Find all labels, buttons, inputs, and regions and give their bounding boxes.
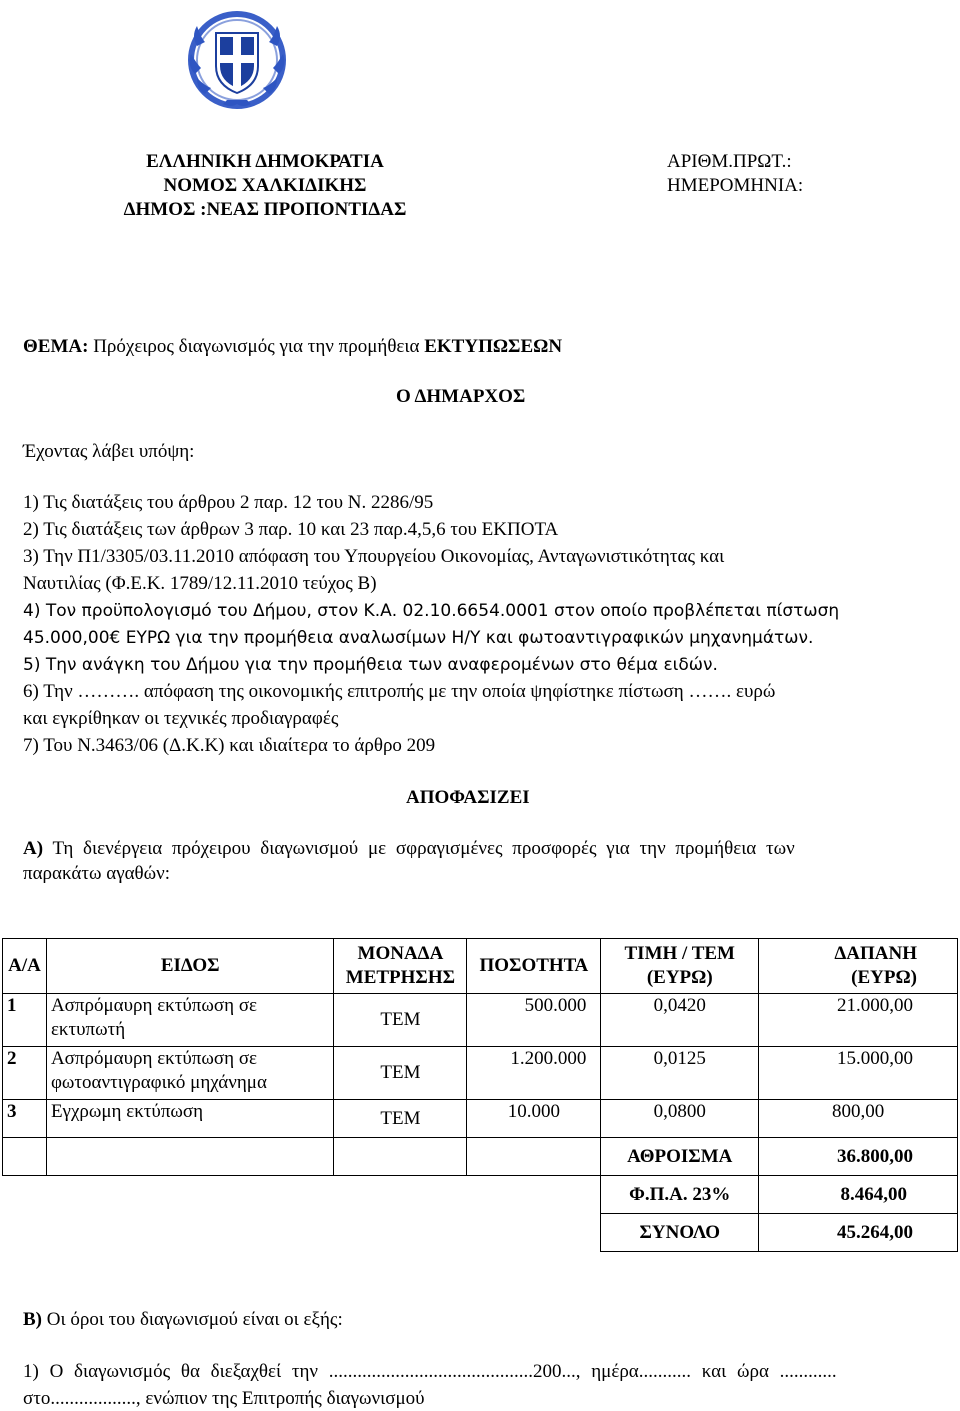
row-price: 0,0800	[601, 1100, 759, 1138]
section-b-text: Οι όροι του διαγωνισμού είναι οι εξής:	[42, 1309, 343, 1330]
header-aa: Α/Α	[3, 939, 47, 994]
header-qty: ΠΟΣΟΤΗΤΑ	[467, 939, 601, 994]
grand-total-row	[3, 1214, 958, 1252]
reference-block	[667, 150, 803, 198]
vat-value: 8.464,00	[759, 1176, 958, 1214]
section-a-line2: παρακάτω αγαθών:	[23, 863, 171, 884]
row-unit: ΤΕΜ	[334, 1100, 467, 1138]
date-label: ΗΜΕΡΟΜΗΝΙΑ:	[667, 175, 804, 196]
issuer-block	[100, 150, 430, 222]
consideration-6-cont: και εγκρίθηκαν οι τεχνικές προδιαγραφές	[23, 708, 339, 729]
table-header-row	[3, 939, 958, 994]
consideration-2: 2) Τις διατάξεις των άρθρων 3 παρ. 10 και 23 παρ.4,5,6 του ΕΚΠΟΤΑ	[23, 519, 559, 540]
consideration-1: 1) Τις διατάξεις του άρθρου 2 παρ. 12 του Ν. 2286/95	[23, 492, 434, 513]
consideration-4-cont: 45.000,00€ ΕΥΡΩ για την προμήθεια αναλωσίμων Η/Υ και φωτοαντιγραφικών μηχανημάτων.	[23, 628, 814, 648]
consideration-6: 6) Την ………. απόφαση της οικονομικής επιτροπής με την οποία ψηφίστηκε πίστωση ……. ευρώ	[23, 681, 776, 702]
header-price: ΤΙΜΗ / ΤΕΜ (ΕΥΡΩ)	[601, 939, 759, 994]
row-aa: 1	[3, 994, 47, 1047]
header-unit: ΜΟΝΑΔΑ ΜΕΤΡΗΣΗΣ	[334, 939, 467, 994]
decides-heading: ΑΠΟΦΑΣΙΖΕΙ	[406, 787, 530, 808]
consideration-3-cont: Ναυτιλίας (Φ.Ε.Κ. 1789/12.11.2010 τεύχος Β)	[23, 573, 377, 594]
row-price: 0,0420	[601, 994, 759, 1047]
subject-text: Πρόχειρος διαγωνισμός για την προμήθεια	[88, 336, 425, 357]
row-aa: 2	[3, 1047, 47, 1100]
section-b-label: Β)	[23, 1309, 42, 1330]
term-1-cont: στο.................., ενώπιον της Επιτροπής διαγωνισμού	[23, 1388, 425, 1409]
grand-total-label: ΣΥΝΟΛΟ	[601, 1214, 759, 1252]
header-item: ΕΙΔΟΣ	[46, 939, 334, 994]
table-row	[3, 994, 958, 1047]
row-aa: 3	[3, 1100, 47, 1138]
section-b-line	[23, 1309, 343, 1331]
subject-line	[23, 336, 562, 358]
consideration-4: 4) Τον προϋπολογισμό του Δήμου, στον Κ.Α. 02.10.6654.0001 στον οποίο προβλέπεται πίστωση	[23, 601, 840, 621]
row-qty: 10.000	[467, 1100, 601, 1138]
header-cost: ΔΑΠΑΝΗ (ΕΥΡΩ)	[759, 939, 958, 994]
subject-label: ΘΕΜΑ:	[23, 336, 89, 357]
row-unit: ΤΕΜ	[334, 1047, 467, 1100]
row-cost: 21.000,00	[759, 994, 958, 1047]
section-a-label: Α)	[23, 838, 44, 859]
total-label: ΑΘΡΟΙΣΜΑ	[601, 1138, 759, 1176]
table-row	[3, 1100, 958, 1138]
table-row	[3, 1047, 958, 1100]
vat-label: Φ.Π.Α. 23%	[601, 1176, 759, 1214]
issuer-country: ΕΛΛΗΝΙΚΗ ΔΗΜΟΚΡΑΤΙΑ	[146, 151, 384, 172]
considering-line: Έχοντας λάβει υπόψη:	[23, 441, 195, 462]
section-a-line1	[23, 838, 795, 860]
consideration-3: 3) Την Π1/3305/03.11.2010 απόφαση του Υπουργείου Οικονομίας, Ανταγωνιστικότητας και	[23, 546, 725, 567]
row-qty: 1.200.000	[467, 1047, 601, 1100]
grand-total-value: 45.264,00	[759, 1214, 958, 1252]
row-item: Ασπρόμαυρη εκτύπωση σε εκτυπωτή	[46, 994, 334, 1047]
row-item: Εγχρωμη εκτύπωση	[46, 1100, 334, 1138]
subject-bold-end: ΕΚΤΥΠΩΣΕΩΝ	[424, 336, 563, 357]
total-value: 36.800,00	[759, 1138, 958, 1176]
total-row	[3, 1138, 958, 1176]
consideration-5: 5) Την ανάγκη του Δήμου για την προμήθεια των αναφερομένων στο θέμα ειδών.	[23, 655, 718, 675]
row-qty: 500.000	[467, 994, 601, 1047]
row-cost: 800,00	[759, 1100, 958, 1138]
protocol-number-label: ΑΡΙΘΜ.ΠΡΩΤ.:	[667, 151, 792, 172]
items-table	[2, 938, 958, 1252]
term-1: 1) Ο διαγωνισμός θα διεξαχθεί την ...........................................200..., ημέρα........... και ώρα ............	[23, 1361, 837, 1382]
row-unit: ΤΕΜ	[334, 994, 467, 1047]
row-item: Ασπρόμαυρη εκτύπωση σε φωτοαντιγραφικό μηχάνημα	[46, 1047, 334, 1100]
greek-coat-of-arms	[183, 6, 291, 114]
row-cost: 15.000,00	[759, 1047, 958, 1100]
consideration-7: 7) Του Ν.3463/06 (Δ.Κ.Κ) και ιδιαίτερα το άρθρο 209	[23, 735, 436, 756]
vat-row	[3, 1176, 958, 1214]
mayor-heading: Ο ΔΗΜΑΡΧΟΣ	[396, 386, 526, 407]
section-a-text: Τη διενέργεια πρόχειρου διαγωνισμού με σφραγισμένες προσφορές για την προμήθεια των	[43, 838, 795, 859]
issuer-municipality: ΔΗΜΟΣ :ΝΕΑΣ ΠΡΟΠΟΝΤΙΔΑΣ	[123, 199, 407, 220]
issuer-prefecture: ΝΟΜΟΣ ΧΑΛΚΙΔΙΚΗΣ	[163, 175, 367, 196]
row-price: 0,0125	[601, 1047, 759, 1100]
